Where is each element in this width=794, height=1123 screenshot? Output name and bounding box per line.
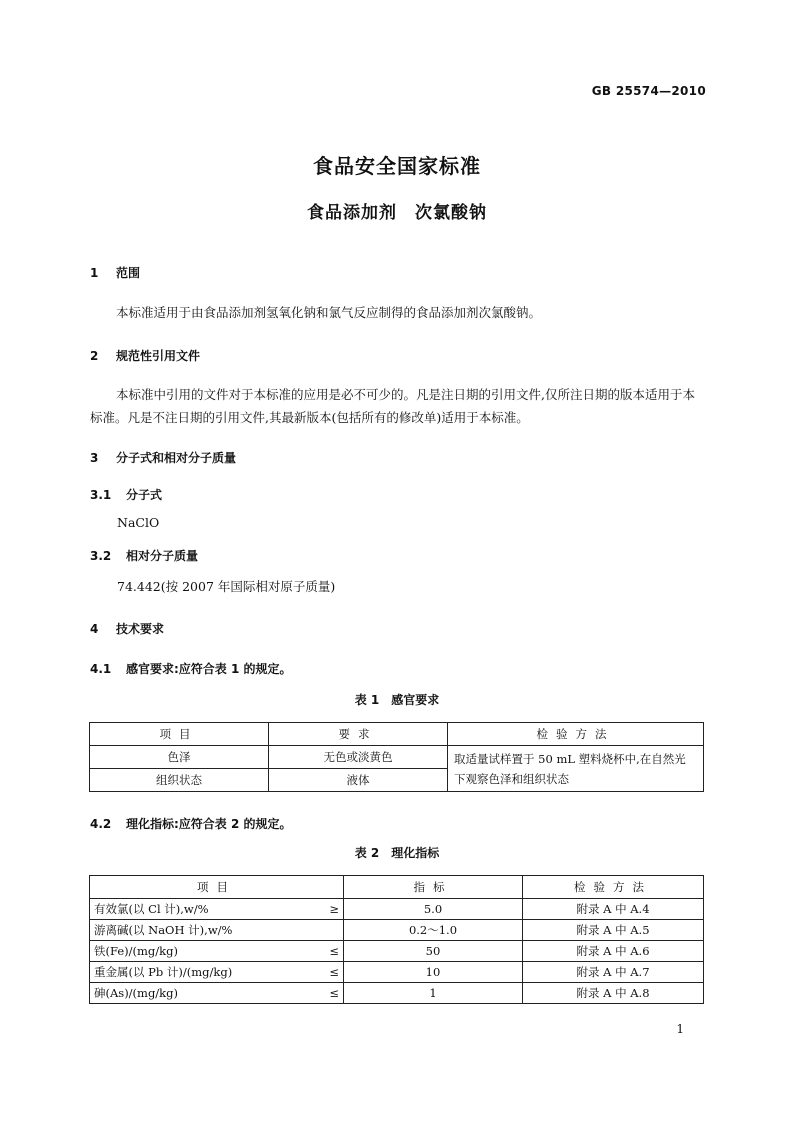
item-cell: [90, 962, 344, 983]
table-1-caption: 表 1 感官要求: [354, 693, 440, 707]
section-4-2-heading: [90, 815, 292, 832]
sensory-requirements-table: [89, 722, 704, 792]
section-number: 1: [90, 266, 99, 280]
item-cell: 色泽: [90, 746, 269, 769]
method-cell: 取适量试样置于 50 mL 塑料烧杯中,在自然光下观察色泽和组织状态: [448, 746, 704, 792]
section-number: 3.2: [90, 549, 112, 563]
section-title: 分子式和相对分子质量: [116, 451, 237, 465]
section-2-heading: [90, 347, 200, 364]
section-title: 相对分子质量: [126, 549, 199, 563]
section-number: 4.1: [90, 662, 112, 676]
item-cell: [90, 899, 344, 920]
column-header: 项目: [90, 723, 269, 746]
physicochemical-indicators-table: [89, 875, 704, 1004]
document-subtitle: 食品添加剂 次氯酸钠: [307, 203, 487, 223]
section-2-text: 本标准中引用的文件对于本标准的应用是必不可少的。凡是注日期的引用文件,仅所注日期的版本适用于本标准。凡是不注日期的引用文件,其最新版本(包括所有的修改单)适用于本标准。: [90, 387, 695, 425]
section-title: 技术要求: [116, 622, 165, 636]
table-2-caption: 表 2 理化指标: [354, 846, 440, 860]
page-number: 1: [676, 1022, 684, 1036]
section-4-1-heading: [90, 660, 292, 677]
item-label: 游离碱(以 NaOH 计),w/%: [94, 923, 233, 937]
table-row: [90, 920, 704, 941]
section-3-1-heading: [90, 486, 162, 503]
section-3-2-heading: [90, 547, 198, 564]
column-header: 检验方法: [523, 876, 704, 899]
table-header-row: [90, 876, 704, 899]
item-label: 铁(Fe)/(mg/kg): [94, 944, 178, 958]
section-1-heading: [90, 264, 140, 281]
value-cell: 50: [344, 941, 523, 962]
section-number: 3: [90, 451, 99, 465]
item-cell: [90, 920, 344, 941]
section-number: 4: [90, 622, 99, 636]
method-cell: 附录 A 中 A.8: [523, 983, 704, 1004]
document-title: 食品安全国家标准: [313, 154, 481, 178]
table-row: [90, 899, 704, 920]
method-cell: 附录 A 中 A.5: [523, 920, 704, 941]
value-cell: 0.2～1.0: [344, 920, 523, 941]
table-row: [90, 941, 704, 962]
section-title: 规范性引用文件: [116, 349, 201, 363]
molecular-formula: NaClO: [117, 515, 160, 530]
method-cell: 附录 A 中 A.6: [523, 941, 704, 962]
table-row: [90, 983, 704, 1004]
section-4-heading: [90, 620, 164, 637]
item-label: 重金属(以 Pb 计)/(mg/kg): [94, 965, 233, 979]
section-3-heading: [90, 449, 236, 466]
table-header-row: [90, 723, 704, 746]
section-number: 2: [90, 349, 99, 363]
section-title: 范围: [116, 266, 141, 280]
column-header: 项目: [90, 876, 344, 899]
requirement-cell: 液体: [269, 769, 448, 792]
section-title: 分子式: [126, 488, 163, 502]
comparison-operator: ≤: [329, 944, 339, 958]
table-row: [90, 962, 704, 983]
item-cell: 组织状态: [90, 769, 269, 792]
value-cell: 5.0: [344, 899, 523, 920]
value-cell: 1: [344, 983, 523, 1004]
section-title: 理化指标:应符合表 2 的规定。: [126, 817, 292, 831]
molecular-mass: 74.442(按 2007 年国际相对原子质量): [117, 579, 336, 594]
column-header: 检验方法: [448, 723, 704, 746]
comparison-operator: ≤: [329, 986, 339, 1000]
value-cell: 10: [344, 962, 523, 983]
column-header: 要求: [269, 723, 448, 746]
comparison-operator: ≤: [329, 965, 339, 979]
section-1-text: 本标准适用于由食品添加剂氢氧化钠和氯气反应制得的食品添加剂次氯酸钠。: [116, 305, 542, 320]
method-cell: 附录 A 中 A.4: [523, 899, 704, 920]
method-cell: 附录 A 中 A.7: [523, 962, 704, 983]
item-label: 有效氯(以 Cl 计),w/%: [94, 902, 209, 916]
comparison-operator: ≥: [329, 902, 339, 916]
section-number: 4.2: [90, 817, 112, 831]
standard-number: GB 25574—2010: [591, 84, 706, 98]
item-cell: [90, 941, 344, 962]
item-cell: [90, 983, 344, 1004]
requirement-cell: 无色或淡黄色: [269, 746, 448, 769]
column-header: 指标: [344, 876, 523, 899]
section-title: 感官要求:应符合表 1 的规定。: [126, 662, 292, 676]
section-number: 3.1: [90, 488, 112, 502]
table-row: [90, 746, 704, 769]
item-label: 砷(As)/(mg/kg): [94, 986, 178, 1000]
